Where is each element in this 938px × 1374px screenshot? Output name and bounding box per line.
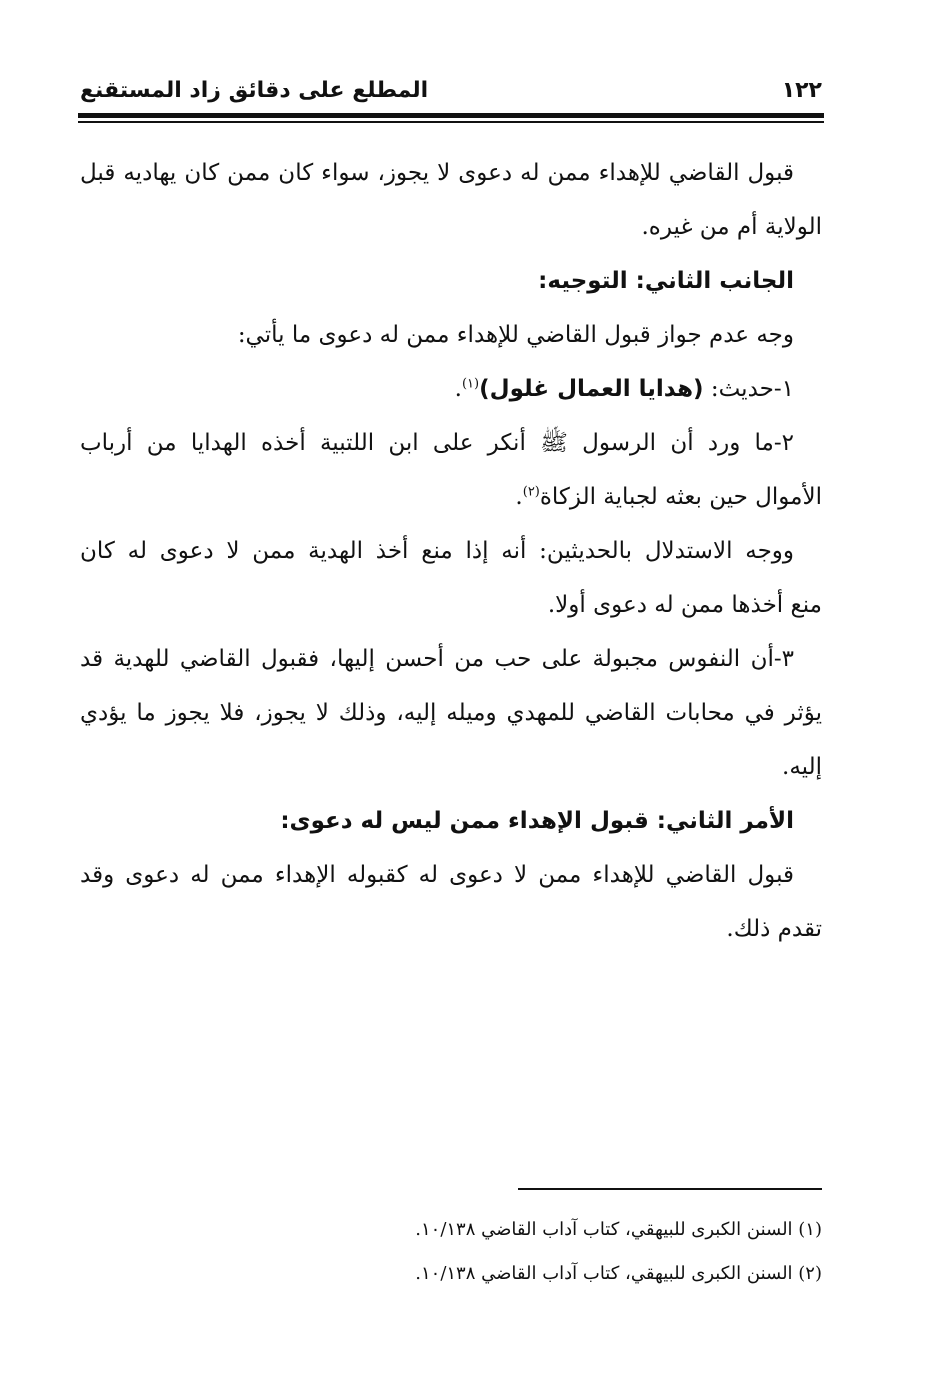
item-end: .	[454, 376, 462, 402]
text-line: الولاية أم من غيره.	[641, 214, 822, 240]
footnotes	[80, 1208, 822, 1296]
header-rule-thick	[78, 113, 824, 118]
text-line: ووجه الاستدلال بالحديثين: أنه إذا منع أخذ الهدية ممن لا دعوى له كان	[80, 538, 794, 564]
footnote-ref: (٢)	[522, 484, 540, 500]
text-line: وجه عدم جواز قبول القاضي للإهداء ممن له دعوى ما يأتي:	[237, 322, 794, 348]
header-rule	[78, 113, 824, 125]
header-rule-thin	[78, 121, 824, 123]
footnote: (٢) السنن الكبرى للبيهقي، كتاب آداب القاضي ١٠/١٣٨.	[415, 1263, 822, 1284]
section-heading: الجانب الثاني: التوجيه:	[538, 268, 794, 294]
text-line: يؤثر في محابات القاضي للمهدي وميله إليه، وذلك لا يجوز، فلا يجوز ما يؤدي	[80, 700, 822, 726]
footnote-separator	[518, 1188, 822, 1190]
text-line: إليه.	[782, 754, 822, 780]
text-line	[80, 470, 822, 524]
text-line: تقدم ذلك.	[726, 916, 822, 942]
line-end: .	[515, 484, 523, 510]
line-text: الأموال حين بعثه لجباية الزكاة	[539, 484, 822, 510]
list-item: ٢-ما ورد أن الرسول ﷺ أنكر على ابن اللتبية أخذه الهدايا من أرباب	[80, 430, 794, 456]
main-text	[80, 146, 822, 956]
footnote-ref: (١)	[461, 376, 480, 392]
list-item: ٣-أن النفوس مجبولة على حب من أحسن إليها، فقبول القاضي للهدية قد	[80, 646, 794, 672]
list-item	[80, 362, 822, 416]
page-header	[80, 74, 822, 106]
page-number: ١٢٢	[781, 77, 822, 103]
hadith-text: (هدايا العمال غلول)	[479, 376, 704, 402]
section-heading: الأمر الثاني: قبول الإهداء ممن ليس له دعوى:	[280, 808, 794, 834]
text-line: قبول القاضي للإهداء ممن له دعوى لا يجوز، سواء كان ممن كان يهاديه قبل	[80, 160, 794, 186]
footnote: (١) السنن الكبرى للبيهقي، كتاب آداب القاضي ١٠/١٣٨.	[415, 1219, 822, 1240]
text-line: منع أخذها ممن له دعوى أولا.	[547, 592, 822, 618]
running-title: المطلع على دقائق زاد المستقنع	[80, 77, 429, 103]
item-prefix: ١-حديث:	[703, 376, 794, 402]
text-line: قبول القاضي للإهداء ممن لا دعوى له كقبوله الإهداء ممن له دعوى وقد	[80, 862, 794, 888]
